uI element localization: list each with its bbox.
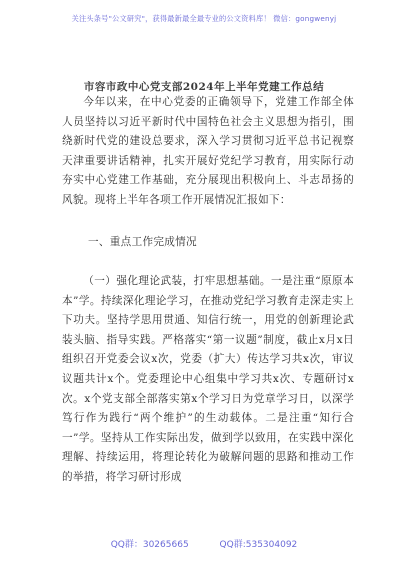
footer-qq-group-2: QQ群:535304092 (219, 540, 298, 550)
footer-qq-group-1: QQ群：30265665 (110, 540, 189, 550)
header-banner: 关注头条号"公文研究"，获得最新最全最专业的公文资料库！ 微信：gongwenyj (71, 14, 337, 23)
document-title: 市容市政中心党支部2024年上半年党建工作总结 (83, 81, 325, 93)
section-heading: 一、重点工作完成情况 (88, 236, 197, 248)
intro-paragraph: 今年以来，在中心党委的正确领导下，党建工作部全体人员坚持以习近平新时代中国特色社会主义思想为指引，围绕新时代党的建设总要求，深入学习贯彻习近平总书记视察天津重要讲话精神，扎实开展好党纪学习教育，用实际行动夯实中心党建工作基础，充分展现出积极向上、斗志昂扬的风貌。现将上半年各项工作开展情况汇报如下： (62, 96, 354, 206)
section-paragraph: （一）强化理论武装，打牢思想基础。一是注重“原原本本”学。持续深化理论学习，在推动党纪学习教育走深走实上下功夫。坚持学思用贯通、知信行统一，用党的创新理论武装头脑、指导实践。严格落实“第一议题”制度，截止x月x日组织召开党委会议x次，党委（扩大）传达学习共x次，审议议题共计x个。党委理论中心组集中学习共x次、专题研讨x次。x个党支部全部落实第x个学习日为党章学习日，以深学笃行作为践行“两个维护”的生动载体。二是注重“知行合一”学。坚持从工作实际出发，做到学以致用，在实践中深化理解、持续运用，将理论转化为破解问题的思路和推动工作的举措，将学习研讨形成 (62, 275, 354, 483)
footer (0, 537, 408, 550)
